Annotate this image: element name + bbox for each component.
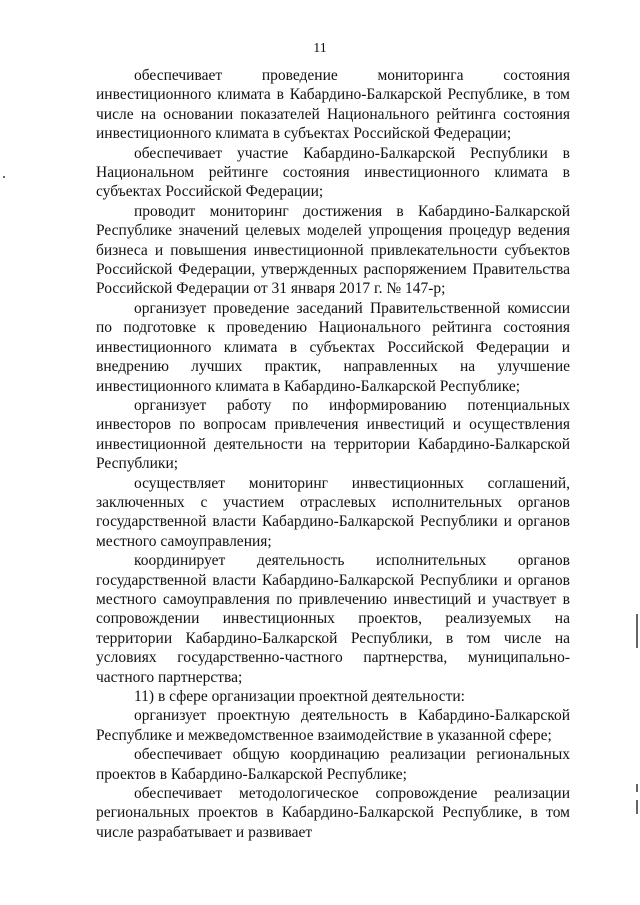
paragraph-regional-projects-coordination: обеспечивает общую координацию реализации региональных проектов в Кабардино-Балкарской Республике; [96,746,570,783]
document-body [96,66,570,842]
paragraph-target-models-monitoring: проводит мониторинг достижения в Кабардино-Балкарской Республике значений целевых моделей упрощения процедур ведения бизнеса и повышения инвестиционной привлекательности субъектов Российской Федерации, утвержденных распоряжением Правительства Российской Федерации от 31 января 2017 г. № 147-р; [96,202,570,298]
paragraph-national-rating-participation: обеспечивает участие Кабардино-Балкарской Республики в Национальном рейтинге состояния инвестиционного климата в субъектах Российской Федерации; [96,144,570,201]
scan-artifact-right-3 [636,800,638,814]
paragraph-investment-agreements: осуществляет мониторинг инвестиционных соглашений, заключенных с участием отраслевых исполнительных органов государственной власти Кабардино-Балкарской Республики и органов местного самоуправления; [96,474,570,550]
page-number: 11 [313,41,327,56]
section-heading-project-activity: 11) в сфере организации проектной деятельности: [134,688,465,705]
paragraph-methodological-support: обеспечивает методологическое сопровождение реализации региональных проектов в Кабардино-Балкарской Республике, в том числе разрабатывает и развивает [96,785,570,841]
paragraph-project-activity-organization: организует проектную деятельность в Кабардино-Балкарской Республике и межведомственное взаимодействие в указанной сфере; [96,707,570,744]
paragraph-coordination-investment: координирует деятельность исполнительных органов государственной власти Кабардино-Балкарской Республики и органов местного самоуправления по привлечению инвестиций и участвует в сопровождении инвестиционных проектов, реализуемых на территории Кабардино-Балкарской Республики, в том числе на условиях государственно-частного партнерства, муниципально-частного партнерства; [96,552,570,686]
scan-artifact-left [3,176,5,178]
paragraph-investor-information: организует работу по информированию потенциальных инвесторов по вопросам привлечения инвестиций и осуществления инвестиционной деятельности на территории Кабардино-Балкарской Республики; [96,396,570,473]
paragraph-government-commission: организует проведение заседаний Правительственной комиссии по подготовке к проведению Национального рейтинга состояния инвестиционного климата в субъектах Российской Федерации и внедрению лучших практик, направленных на улучшение инвестиционного климата в Кабардино-Балкарской Республике; [96,299,570,395]
paragraph-investment-climate-monitoring: обеспечивает проведение мониторинга состояния инвестиционного климата в Кабардино-Балкарской Республике, в том числе на основании показателей Национального рейтинга состояния инвестиционного климата в субъектах Российской Федерации; [96,67,570,143]
scan-artifact-right-2 [636,784,638,792]
scan-artifact-right-1 [636,614,638,648]
